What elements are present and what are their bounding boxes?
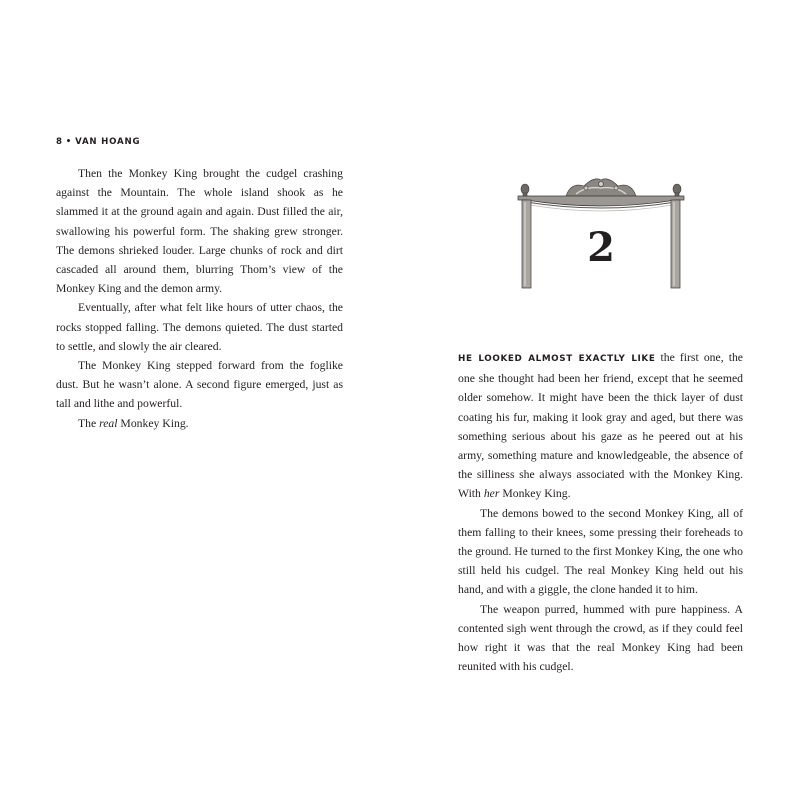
- page-number: 8: [56, 137, 63, 147]
- italic-emphasis: her: [483, 487, 500, 501]
- paragraph-text: Monkey King.: [499, 487, 571, 501]
- paragraph: Then the Monkey King brought the cudgel crashing against the Mountain. The whole island shook as he slammed it at the ground again and again. Dust filled the air, swallowing his powerful form. The shaking grew stronger. The demons shrieked louder. Large chunks of rock and dirt cascaded all around them, blurring Thom’s view of the Monkey King and the demon army.: [56, 167, 343, 296]
- right-page: [400, 0, 800, 800]
- chapter-number: 2: [587, 224, 615, 271]
- paragraph: Eventually, after what felt like hours of utter chaos, the rocks stopped falling. The demons quieted. The dust started to settle, and slowly the air cleared.: [56, 301, 343, 353]
- paragraph: The weapon purred, hummed with pure happiness. A contented sigh went through the crowd, as if they could feel how right it was that the real Monkey King had been reunited with his cudgel.: [458, 602, 743, 674]
- paragraph: [56, 414, 343, 433]
- lead-in-caps: HE LOOKED ALMOST EXACTLY LIKE: [458, 354, 656, 364]
- author-name: VAN HOANG: [75, 137, 141, 147]
- paragraph: [458, 348, 743, 504]
- running-head: [56, 137, 140, 147]
- paragraph-text: The: [78, 416, 100, 430]
- paragraph-text: the first one, the one she thought had been her friend, except that he seemed older somehow. It might have been the thick layer of dust coating his fur, making it look gray and aged, but there was something serious about his gaze as he peered out at his army, something mature and knowledgeable, the absence of the silliness she always associated with the Monkey King. With: [458, 351, 743, 501]
- paragraph: The demons bowed to the second Monkey King, all of them falling to their knees, some pressing their foreheads to the ground. He turned to the first Monkey King, the one who still held his cudgel. The real Monkey King held out his hand, and with a giggle, the clone handed it to him.: [458, 506, 743, 597]
- right-page-body: [458, 348, 743, 676]
- italic-emphasis: real: [99, 416, 118, 430]
- paragraph: The Monkey King stepped forward from the foglike dust. But he wasn’t alone. A second figure emerged, just as tall and lithe and powerful.: [56, 359, 343, 411]
- paragraph-text: Monkey King.: [117, 416, 189, 430]
- running-head-separator: •: [65, 137, 73, 147]
- chapter-heading: [516, 172, 686, 292]
- left-page-body: [56, 164, 343, 433]
